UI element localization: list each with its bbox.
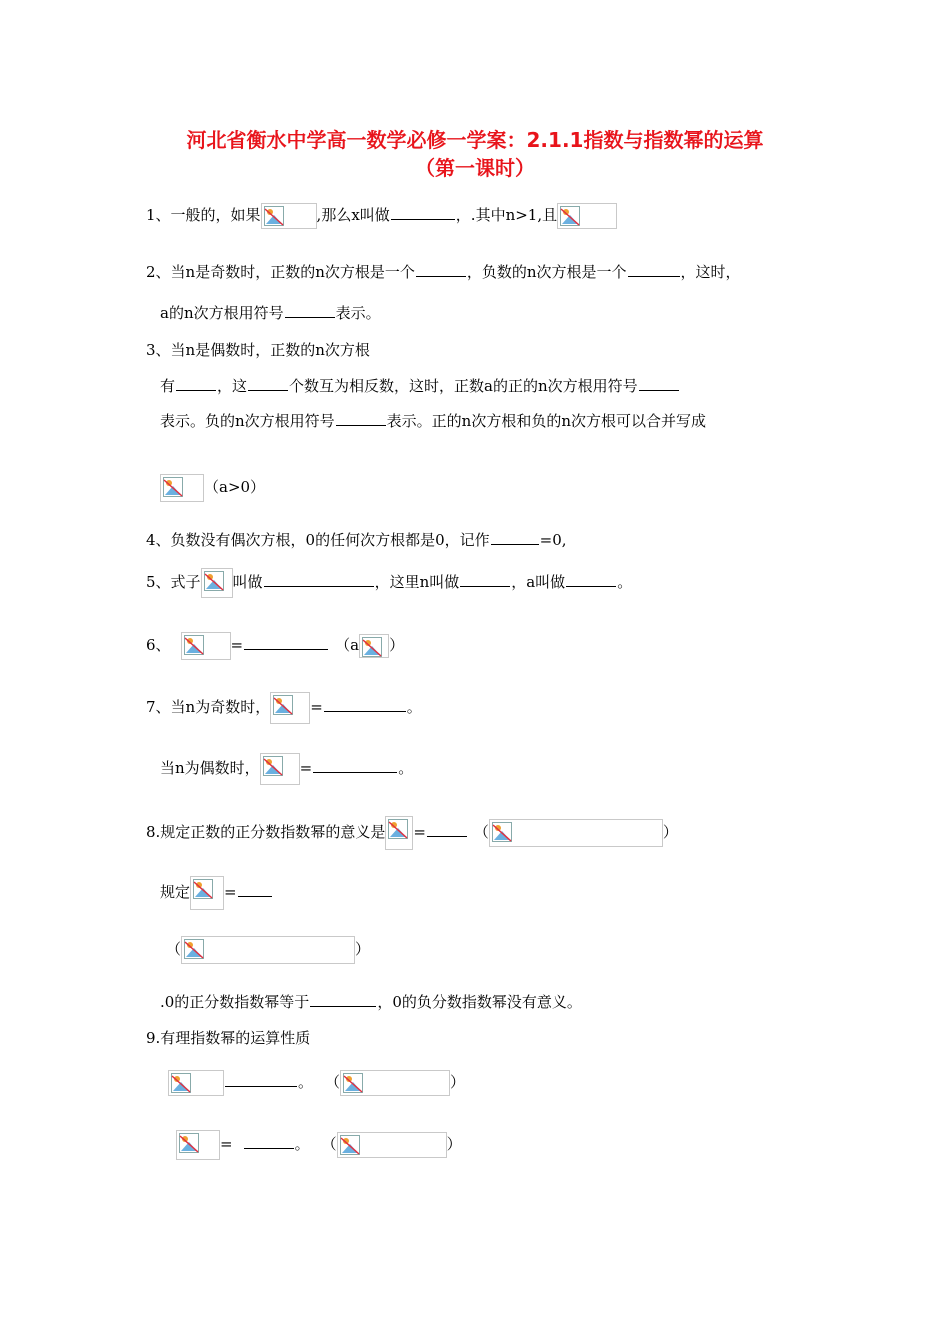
q6-text-c: （a: [335, 636, 360, 654]
fill-blank[interactable]: [416, 262, 466, 277]
q8-text-j: ，0的负分数指数幂没有意义。: [377, 993, 582, 1011]
q9-text-c: （: [325, 1073, 341, 1091]
q1-text-b: ,那么x叫做: [316, 206, 390, 224]
page-title: 河北省衡水中学高一数学必修一学案：2.1.1指数与指数幂的运算: [186, 128, 764, 152]
q8-text-d: ）: [662, 823, 678, 841]
q8-text-h: ）: [355, 940, 371, 958]
page-subtitle: （第一课时）: [415, 156, 535, 180]
q7-text-a: 7、当n为奇数时，: [146, 698, 271, 716]
question-7: [146, 692, 422, 724]
question-9: [146, 1028, 310, 1048]
q7-text-c: 。: [406, 698, 422, 716]
q4-text-a: 4、负数没有偶次方根，0的任何次方根都是0，记作: [146, 531, 490, 549]
q7-text-d: 当n为偶数时，: [160, 759, 260, 777]
fill-blank[interactable]: [310, 992, 376, 1007]
fill-blank[interactable]: [238, 882, 272, 897]
fill-blank[interactable]: [244, 635, 328, 650]
q2-text-e: 表示。: [335, 304, 381, 322]
formula-image-icon: [385, 816, 413, 850]
q6-text-b: =: [230, 636, 244, 654]
q2-text-b: ，负数的n次方根是一个: [466, 263, 627, 281]
question-3-cont3: [160, 474, 265, 502]
question-2-cont: [160, 303, 381, 323]
formula-image-icon: [261, 203, 317, 229]
fill-blank[interactable]: [628, 262, 680, 277]
q7-text-b: =: [310, 698, 323, 716]
fill-blank[interactable]: [491, 530, 539, 545]
q9-text-d: ）: [450, 1073, 466, 1091]
question-1: [146, 203, 617, 229]
q9-text-g: （: [321, 1135, 337, 1153]
q8-text-c: （: [473, 823, 489, 841]
formula-image-icon: [270, 692, 310, 724]
question-8: [146, 816, 678, 850]
q8-text-b: =: [413, 823, 426, 841]
q5-text-a: 5、式子: [146, 573, 201, 591]
q9-text-f: 。: [294, 1135, 310, 1153]
fill-blank[interactable]: [336, 411, 386, 426]
formula-image-icon: [201, 568, 233, 598]
q3-text-f: 表示。正的n次方根和负的n次方根可以合并写成: [386, 412, 706, 430]
q1-text-d: .其中n>1,且: [470, 206, 558, 224]
question-6: [146, 632, 404, 660]
q9-text-a: 9.有理指数幂的运算性质: [146, 1029, 311, 1047]
fill-blank[interactable]: [244, 1134, 294, 1149]
question-9-rule1: [168, 1070, 465, 1096]
fill-blank[interactable]: [285, 303, 335, 318]
formula-image-icon: [181, 632, 231, 660]
question-8-cont2: [166, 936, 370, 964]
q3-text-e: 表示。负的n次方根用符号: [160, 412, 335, 430]
q5-text-d: ，a叫做: [511, 573, 566, 591]
fill-blank[interactable]: [460, 572, 510, 587]
q4-text-b: =0,: [539, 531, 567, 549]
fill-blank[interactable]: [427, 822, 467, 837]
q7-text-e: =: [299, 759, 313, 777]
formula-image-icon: [359, 634, 389, 658]
fill-blank[interactable]: [176, 376, 216, 391]
formula-image-icon: [168, 1070, 224, 1096]
fill-blank[interactable]: [639, 376, 679, 391]
q2-text-c: ，这时，: [680, 263, 741, 281]
q8-text-e: 规定: [160, 883, 191, 901]
question-8-cont1: [160, 876, 273, 910]
q6-text-a: 6、: [146, 636, 171, 654]
q9-text-h: ）: [446, 1135, 462, 1153]
q1-text-c: ，: [455, 206, 471, 224]
formula-image-icon: [181, 936, 355, 964]
fill-blank[interactable]: [313, 758, 397, 773]
fill-blank[interactable]: [248, 376, 288, 391]
q2-text-d: a的n次方根用符号: [160, 304, 284, 322]
question-3-cont2: [160, 411, 706, 431]
fill-blank[interactable]: [391, 205, 455, 220]
question-3: [146, 340, 370, 360]
formula-image-icon: [489, 819, 663, 847]
q3-text-c: ，这: [217, 377, 248, 395]
question-3-cont1: [160, 376, 680, 396]
q8-text-a: 8.规定正数的正分数指数幂的意义是: [146, 823, 386, 841]
fill-blank[interactable]: [566, 572, 616, 587]
q5-text-b: 叫做: [232, 573, 263, 591]
question-2: [146, 262, 741, 282]
question-5: [146, 568, 632, 598]
q2-text-a: 2、当n是奇数时，正数的n次方根是一个: [146, 263, 415, 281]
formula-image-icon: [176, 1130, 220, 1160]
question-9-rule2: [176, 1130, 462, 1160]
question-8-cont3: [160, 992, 582, 1012]
q9-text-e: =: [220, 1135, 233, 1153]
question-4: [146, 530, 567, 550]
q1-text-a: 1、一般的，如果: [146, 206, 261, 224]
q8-text-i: .0的正分数指数幂等于: [160, 993, 310, 1011]
q3-text-a: 3、当n是偶数时，正数的n次方根: [146, 341, 370, 359]
q7-text-f: 。: [398, 759, 414, 777]
q6-text-d: ）: [389, 636, 405, 654]
formula-image-icon: [340, 1070, 450, 1096]
q5-text-e: 。: [617, 573, 633, 591]
formula-image-icon: [337, 1132, 447, 1158]
fill-blank[interactable]: [324, 697, 406, 712]
q3-text-g: （a>0）: [204, 478, 266, 496]
q3-text-d: 个数互为相反数，这时，正数a的正的n次方根用符号: [289, 377, 638, 395]
formula-image-icon: [260, 753, 300, 785]
q3-text-b: 有: [160, 377, 176, 395]
q5-text-c: ，这里n叫做: [374, 573, 460, 591]
q8-text-f: =: [224, 883, 237, 901]
q9-text-b: 。: [298, 1073, 314, 1091]
formula-image-icon: [160, 474, 204, 502]
formula-image-icon: [190, 876, 224, 910]
formula-image-icon: [557, 203, 617, 229]
q8-text-g: （: [166, 940, 182, 958]
fill-blank[interactable]: [264, 572, 374, 587]
fill-blank[interactable]: [225, 1072, 297, 1087]
question-7-cont: [160, 753, 413, 785]
